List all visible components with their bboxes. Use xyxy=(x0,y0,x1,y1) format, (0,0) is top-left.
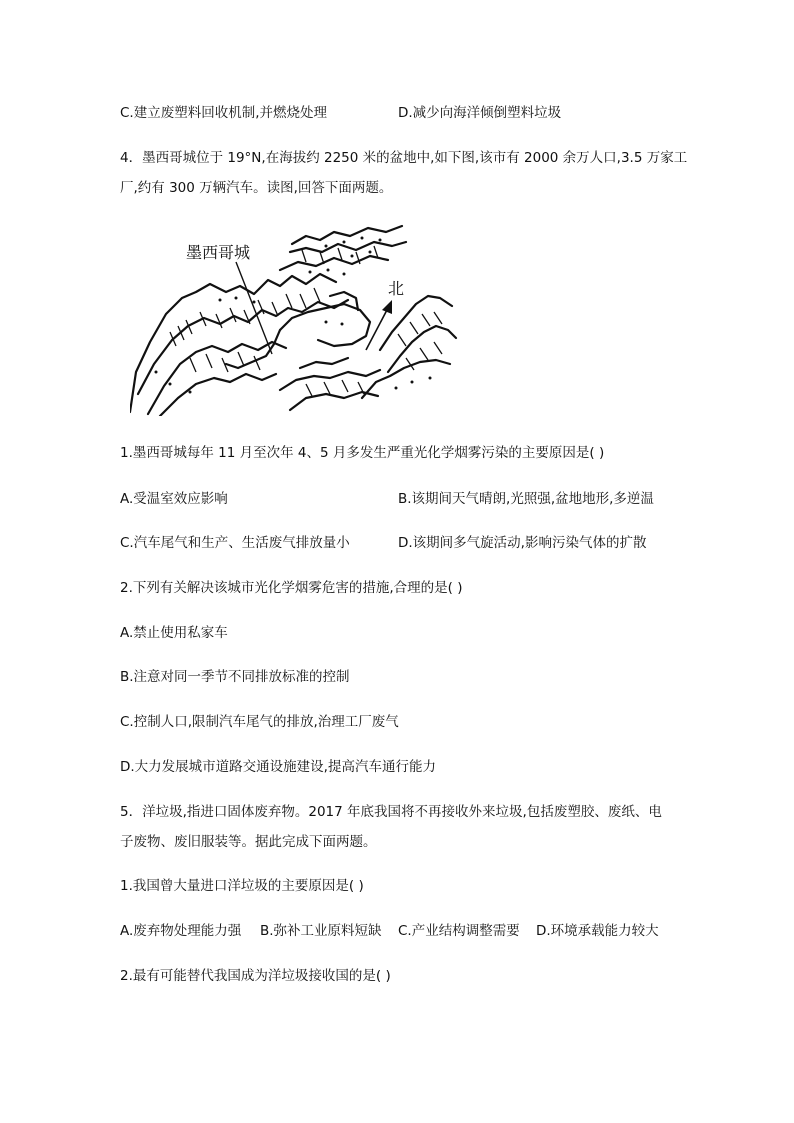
q5-sub1-question: 1.我国曾大量进口洋垃圾的主要原因是( ) xyxy=(120,878,364,894)
q4-sub2-option-a[interactable]: A.禁止使用私家车 xyxy=(120,625,228,641)
basin-sketch xyxy=(130,222,458,416)
q3-option-c[interactable]: C.建立废塑料回收机制,并燃烧处理 xyxy=(120,105,328,121)
q4-sub1-option-a[interactable]: A.受温室效应影响 xyxy=(120,491,228,507)
q5-sub1-option-d[interactable]: D.环境承载能力较大 xyxy=(536,923,659,939)
q5-stem-line-2: 子废物、废旧服装等。据此完成下面两题。 xyxy=(120,834,377,850)
q4-sub2-question: 2.下列有关解决该城市光化学烟雾危害的措施,合理的是( ) xyxy=(120,580,463,596)
q4-sub2-option-b[interactable]: B.注意对同一季节不同排放标准的控制 xyxy=(120,669,350,685)
q4-stem-line-2: 厂,约有 300 万辆汽车。读图,回答下面两题。 xyxy=(120,180,393,196)
map-city-label: 墨西哥城 xyxy=(186,243,251,262)
mexico-city-basin-map xyxy=(130,222,458,416)
city-pointer-line xyxy=(236,262,272,354)
q5-stem-line-1: 5．洋垃圾,指进口固体废弃物。2017 年底我国将不再接收外来垃圾,包括废塑胶、废纸、电 xyxy=(120,804,662,820)
map-north-label: 北 xyxy=(388,279,405,298)
q4-stem-line-1: 4．墨西哥城位于 19°N,在海拔约 2250 米的盆地中,如下图,该市有 2000 余万人口,3.5 万家工 xyxy=(120,150,688,166)
q4-sub1-option-b[interactable]: B.该期间天气晴朗,光照强,盆地地形,多逆温 xyxy=(398,491,654,507)
q5-sub1-option-c[interactable]: C.产业结构调整需要 xyxy=(398,923,520,939)
q4-sub2-option-c[interactable]: C.控制人口,限制汽车尾气的排放,治理工厂废气 xyxy=(120,714,399,730)
q5-sub1-option-b[interactable]: B.弥补工业原料短缺 xyxy=(260,923,382,939)
q4-sub1-question: 1.墨西哥城每年 11 月至次年 4、5 月多发生严重光化学烟雾污染的主要原因是( ) xyxy=(120,445,605,461)
q3-option-d[interactable]: D.减少向海洋倾倒塑料垃圾 xyxy=(398,105,562,121)
q5-sub2-question: 2.最有可能替代我国成为洋垃圾接收国的是( ) xyxy=(120,968,391,984)
q4-sub1-option-d[interactable]: D.该期间多气旋活动,影响污染气体的扩散 xyxy=(398,535,647,551)
q4-sub1-option-c[interactable]: C.汽车尾气和生产、生活废气排放量小 xyxy=(120,535,350,551)
q5-sub1-option-a[interactable]: A.废弃物处理能力强 xyxy=(120,923,242,939)
q4-sub2-option-d[interactable]: D.大力发展城市道路交通设施建设,提高汽车通行能力 xyxy=(120,759,436,775)
